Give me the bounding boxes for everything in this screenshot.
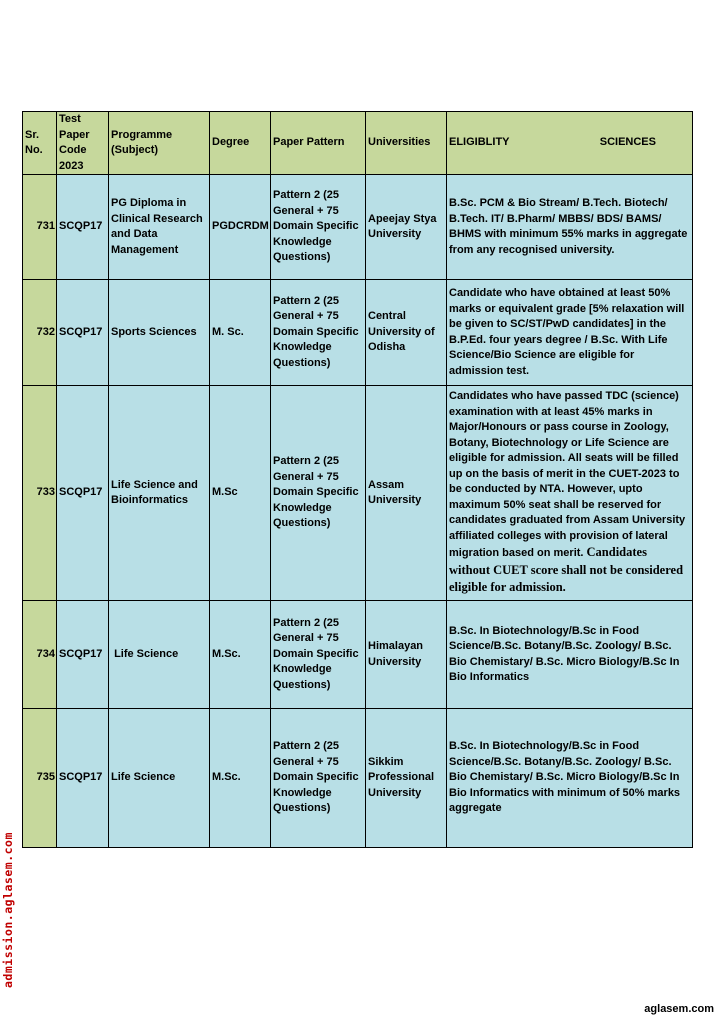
programme-cell: Life Science and Bioinformatics xyxy=(109,386,210,601)
header-programme: Programme (Subject) xyxy=(109,112,210,175)
eligibility-cell: B.Sc. In Biotechnology/B.Sc in Food Science/B.Sc. Botany/B.Sc. Zoology/ B.Sc. Bio Chemistary/ B.Sc. Micro Biology/B.Sc In Bio Informatics with minimum of 50% marks aggregate xyxy=(447,709,693,848)
eligibility-cell: Candidate who have obtained at least 50% marks or equivalent grade [5% relaxation will be given to SC/ST/PwD candidates] in the B.P.Ed. four years degree / B.Sc. With Life Science/Bio Science are eligible for admission test. xyxy=(447,280,693,386)
university-cell: Himalayan University xyxy=(366,601,447,709)
footer-site-name: aglasem.com xyxy=(644,1003,714,1015)
header-paper-pattern: Paper Pattern xyxy=(271,112,366,175)
programme-cell: PG Diploma in Clinical Research and Data Management xyxy=(109,175,210,280)
programme-cell: Sports Sciences xyxy=(109,280,210,386)
programme-cell: Life Science xyxy=(109,709,210,848)
university-cell: Assam University xyxy=(366,386,447,601)
degree-cell: M.Sc. xyxy=(210,601,271,709)
university-cell: Sikkim Professional University xyxy=(366,709,447,848)
code-cell: SCQP17 xyxy=(57,175,109,280)
pattern-cell: Pattern 2 (25 General + 75 Domain Specific Knowledge Questions) xyxy=(271,709,366,848)
header-eligibility: ELIGIBLITY xyxy=(449,136,510,149)
eligibility-text: Candidates who have passed TDC (science) examination with at least 45% marks in Major/Honours or pass course in Zoology, Botany, Biotechnology or Life Science are eligible for admission. All seats will be filled up on the basis of merit in the CUET-2023 to be conducted by NTA. However, upto maximum 50% seat shall be reserved for candidates graduated from Assam University affiliated colleges with provision of lateral migration based on merit. xyxy=(449,390,686,560)
header-test-paper-code: Test Paper Code 2023 xyxy=(57,112,109,175)
degree-cell: M.Sc xyxy=(210,386,271,601)
code-cell: SCQP17 xyxy=(57,601,109,709)
degree-cell: PGDCRDM xyxy=(210,175,271,280)
pattern-cell: Pattern 2 (25 General + 75 Domain Specific Knowledge Questions) xyxy=(271,175,366,280)
eligibility-cell: B.Sc. PCM & Bio Stream/ B.Tech. Biotech/ B.Tech. IT/ B.Pharm/ MBBS/ BDS/ BAMS/ BHMS with minimum 55% marks in aggregate from any recognised university. xyxy=(447,175,693,280)
watermark: admission.aglasem.com xyxy=(1,832,15,988)
eligibility-cell xyxy=(447,386,693,601)
table-row xyxy=(23,386,693,601)
university-cell: Central University of Odisha xyxy=(366,280,447,386)
degree-cell: M. Sc. xyxy=(210,280,271,386)
code-cell: SCQP17 xyxy=(57,386,109,601)
eligibility-table xyxy=(22,111,693,848)
university-cell: Apeejay Stya University xyxy=(366,175,447,280)
header-sr-no: Sr. No. xyxy=(23,112,57,175)
sr-no-cell: 732 xyxy=(23,280,57,386)
header-universities: Universities xyxy=(366,112,447,175)
table-row xyxy=(23,601,693,709)
eligibility-note: Candidates without CUET score shall not be considered eligible for admission. xyxy=(449,545,684,595)
degree-cell: M.Sc. xyxy=(210,709,271,848)
table-row xyxy=(23,175,693,280)
header-eligibility-cell xyxy=(447,112,693,175)
programme-cell xyxy=(109,601,210,709)
programme-text: Life Science xyxy=(114,647,179,660)
code-cell: SCQP17 xyxy=(57,280,109,386)
code-cell: SCQP17 xyxy=(57,709,109,848)
sr-no-cell: 735 xyxy=(23,709,57,848)
sr-no-cell: 734 xyxy=(23,601,57,709)
sr-no-cell: 731 xyxy=(23,175,57,280)
pattern-cell: Pattern 2 (25 General + 75 Domain Specific Knowledge Questions) xyxy=(271,386,366,601)
eligibility-cell: B.Sc. In Biotechnology/B.Sc in Food Science/B.Sc. Botany/B.Sc. Zoology/ B.Sc. Bio Chemistary/ B.Sc. Micro Biology/B.Sc In Bio Informatics xyxy=(447,601,693,709)
table-row xyxy=(23,280,693,386)
sr-no-cell: 733 xyxy=(23,386,57,601)
table-row xyxy=(23,709,693,848)
pattern-cell: Pattern 2 (25 General + 75 Domain Specific Knowledge Questions) xyxy=(271,601,366,709)
header-degree: Degree xyxy=(210,112,271,175)
header-stream: SCIENCES xyxy=(599,136,656,149)
pattern-cell: Pattern 2 (25 General + 75 Domain Specific Knowledge Questions) xyxy=(271,280,366,386)
table-header-row xyxy=(23,112,693,175)
